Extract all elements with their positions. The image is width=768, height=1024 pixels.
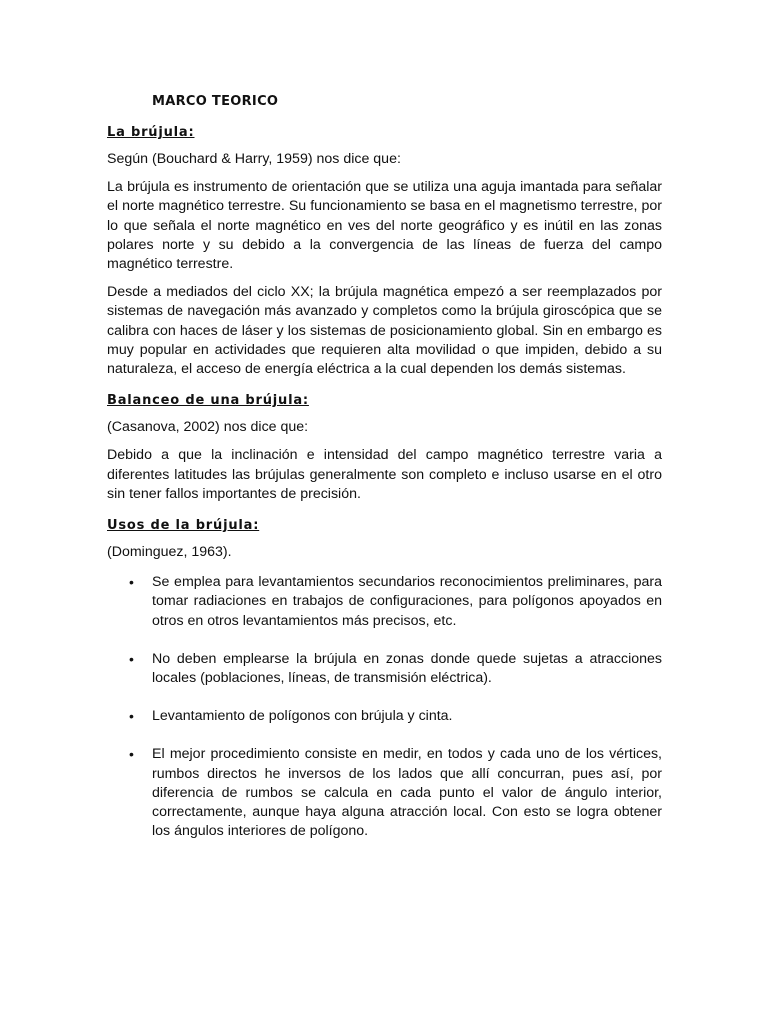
citation-paragraph: (Casanova, 2002) nos dice que: [107, 419, 309, 436]
citation-paragraph: Según (Bouchard & Harry, 1959) nos dice que: [107, 151, 401, 167]
section-heading: La brújula: [107, 125, 195, 140]
bullet-item [107, 707, 662, 726]
citation-paragraph: (Dominguez, 1963). [107, 544, 232, 561]
document-title: MARCO TEORICO [152, 94, 279, 109]
bullet-text: Levantamiento de polígonos con brújula y cinta. [152, 708, 453, 725]
bullet-dot-icon: • [129, 746, 134, 763]
body-paragraph: Debido a que la inclinación e intensidad del campo magnético terrestre varia a diferentes latitudes las brújulas generalmente son completo e incluso usarse en el otro sin tener fallos importantes de precisión. [107, 447, 662, 502]
bullet-item [107, 650, 662, 688]
uses-bullet-list [107, 573, 662, 841]
bullet-text: No deben emplearse la brújula en zonas donde quede sujetas a atracciones locales (poblaciones, líneas, de transmisión eléctrica). [152, 650, 662, 687]
bullet-text: Se emplea para levantamientos secundarios reconocimientos preliminares, para tomar radiaciones en trabajos de configuraciones, para polígonos apoyados en otros en otros levantamientos más precisos, etc. [152, 574, 662, 629]
document-page [107, 93, 662, 860]
section-usos [107, 517, 662, 841]
bullet-dot-icon: • [129, 708, 134, 725]
section-la-brujula [107, 124, 662, 379]
section-heading: Usos de la brújula: [107, 518, 260, 534]
bullet-dot-icon: • [129, 574, 134, 591]
body-paragraph: Desde a mediados del ciclo XX; la brújula magnética empezó a ser reemplazados por sistemas de navegación más avanzado y completos como la brújula giroscópica que se calibra con haces de láser y los sistemas de posicionamiento global. Sin en embargo es muy popular en actividades que requieren alta movilidad o que impiden, debido a su naturaleza, el acceso de energía eléctrica a la cual dependen los demás sistemas. [107, 284, 662, 378]
bullet-item [107, 745, 662, 841]
section-heading: Balanceo de una brújula: [107, 393, 309, 409]
bullet-text: El mejor procedimiento consiste en medir, en todos y cada uno de los vértices, rumbos directos he inversos de los lados que allí concurran, pues así, por diferencia de rumbos se calcula en cada punto el valor de ángulo interior, correctamente, aunque haya alguna atracción local. Con esto se logra obtener los ángulos interiores de polígono. [152, 746, 662, 840]
body-paragraph: La brújula es instrumento de orientación que se utiliza una aguja imantada para señalar el norte magnético terrestre. Su funcionamiento se basa en el magnetismo terrestre, por lo que señala el norte magnético en ves del norte geográfico y es inútil en las zonas polares norte y su debido a la convergencia de las líneas de fuerza del campo magnético terrestre. [107, 179, 662, 273]
bullet-dot-icon: • [129, 650, 134, 667]
bullet-item [107, 573, 662, 631]
section-balanceo [107, 392, 662, 504]
